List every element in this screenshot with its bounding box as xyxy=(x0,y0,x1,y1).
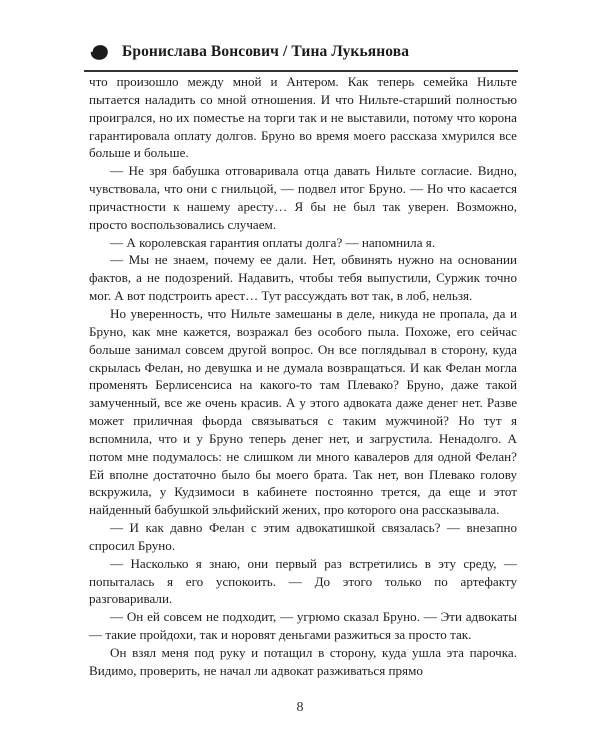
page-body xyxy=(89,73,517,680)
paragraph: — Не зря бабушка отговаривала отца давать Нильте согласие. Видно, чувствовала, что они с гнильцой, — подвел итог Бруно. — Но что касается причастности к нашему аресту… Я бы не был так уверен. Возможно, просто воспользовались случаем. xyxy=(89,163,517,232)
paragraph: — Мы не знаем, почему ее дали. Нет, обвинять нужно на основании фактов, а не подозрений. Надавить, чтобы тебя выпустили, Суржик точно мог. А вот подстроить арест… Тут рассуждать вот так, в лоб, нельзя. xyxy=(89,252,517,304)
paragraph: — Он ей совсем не подходит, — угрюмо сказал Бруно. — Эти адвокаты — такие пройдохи, так и норовят деньгами разжиться за просто так. xyxy=(89,609,517,643)
paragraph: что произошло между мной и Антером. Как теперь семейка Нильте пытается наладить со мной отношения. И что Нильте-старший полностью проигрался, но их поместье на торги так и не выставили, потому что корона гарантировала оплату долгов. Бруно во время моего рассказа хмурился все больше и больше. xyxy=(89,74,517,161)
paragraph: — И как давно Фелан с этим адвокатишкой связалась? — внезапно спросил Бруно. xyxy=(89,520,517,553)
paragraph: — А королевская гарантия оплаты долга? — напомнила я. xyxy=(110,234,436,250)
running-header xyxy=(84,36,516,68)
paragraph: Но уверенность, что Нильте замешаны в деле, никуда не пропала, да и Бруно, как мне кажется, возражал без особого пыла. Похоже, его сейчас больше занимал совсем другой вопрос. Он все поглядывал в сторону, куда скрылась Фелан, но девушка и не думала возвращаться. И как Фелан могла променять Берлисенсиса на какого-то там Плевако? Бруно, даже такой замученный, все же очень красив. А у этого адвоката даже денег нет. Разве может приличная фьорда связываться с таким мужчиной? Но тут я вспомнила, что и у Бруно теперь денег нет, и загрустила. Ненадолго. А потом мне подумалось: не слишком ли много кавалеров для одной Фелан? Ей вполне достаточно было бы моего брата. Так нет, вон Плевако голову вскружила, у Кудзимоси в кабинете постоянно трется, да еще и этот найденный бабушкой эльфийский жених, про которого она рассказывала. xyxy=(89,305,517,518)
page-number: 8 xyxy=(296,700,304,715)
paragraph: — Насколько я знаю, они первый раз встретились в эту среду, — попыталась я его успокоить. — До этого только по артефакту разговаривали. xyxy=(89,555,517,607)
header-rule xyxy=(84,70,518,72)
spiral-ornament-icon xyxy=(84,37,114,67)
paragraph: Он взял меня под руку и потащил в сторону, куда ушла эта парочка. Видимо, проверить, не начал ли адвокат разживаться прямо xyxy=(89,645,517,678)
authors-title: Бронислава Вонсович / Тина Лукьянова xyxy=(122,43,410,60)
